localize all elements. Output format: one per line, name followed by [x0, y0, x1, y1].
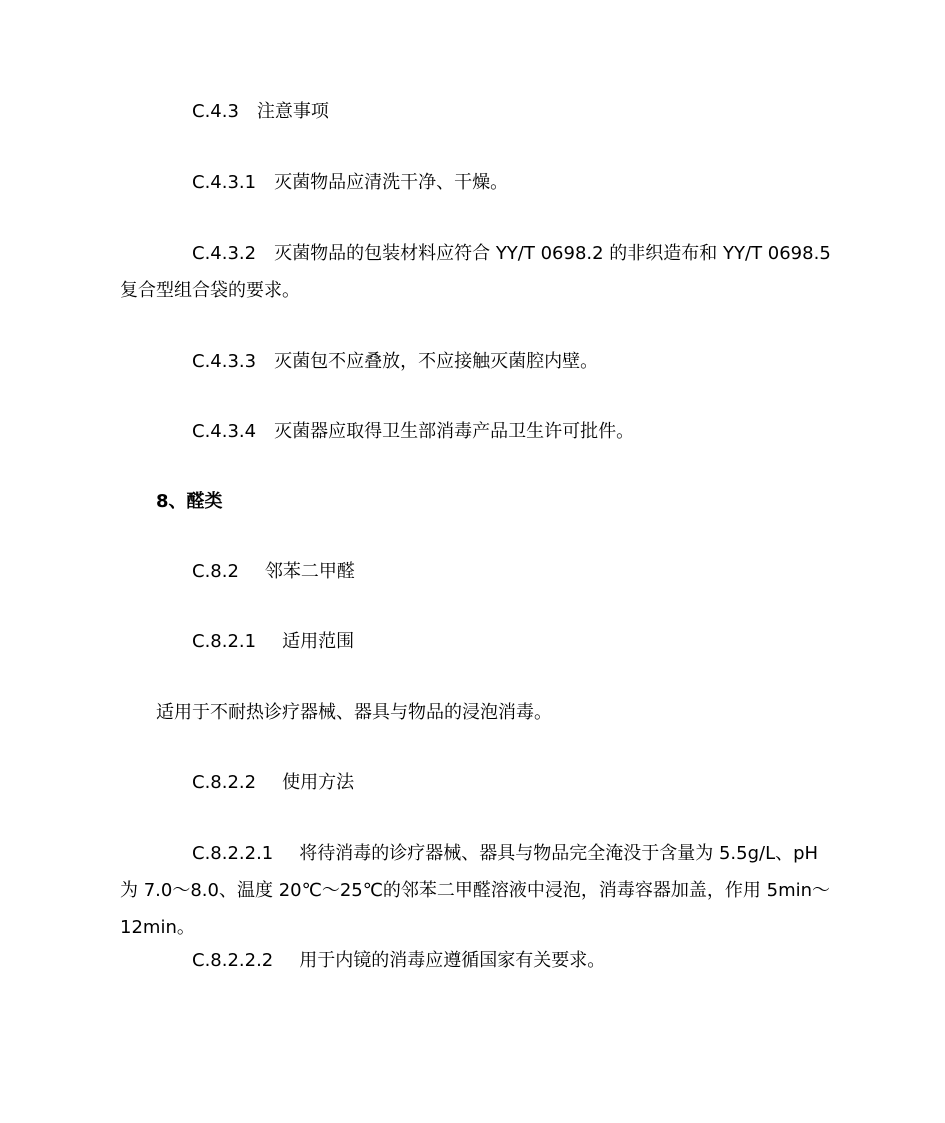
paragraph-c-8-2-1: [120, 623, 832, 660]
clause-number: C.8.2.2.1: [192, 843, 274, 864]
paragraph-text: 灭菌物品应清洗干净、干燥。: [274, 172, 509, 193]
paragraph-text: 邻苯二甲醛: [264, 561, 355, 582]
paragraph-c-8-2: [120, 553, 832, 590]
paragraph-text: 将待消毒的诊疗器械、器具与物品完全淹没于含量为 5.5g/L、pH 为 7.0～8.0、温度 20℃～25℃的邻苯二甲醛溶液中浸泡，消毒容器加盖，作用 5min～12min。: [120, 843, 831, 938]
paragraph-c-8-2-2: [120, 764, 832, 801]
clause-number: C.8.2.1: [192, 631, 257, 652]
paragraph-c-4-3-2: [120, 235, 832, 309]
clause-number: C.4.3.1: [192, 172, 257, 193]
paragraph-text: 灭菌包不应叠放，不应接触灭菌腔内壁。: [274, 351, 599, 372]
paragraph-c-4-3: [120, 93, 832, 130]
section-heading: [120, 483, 832, 520]
paragraph-c-8-2-2-1: [120, 835, 832, 946]
paragraph-c-4-3-4: [120, 413, 832, 450]
clause-number: C.4.3: [192, 101, 239, 122]
paragraph-text: 灭菌器应取得卫生部消毒产品卫生许可批件。: [274, 421, 635, 442]
clause-number: C.8.2: [192, 561, 239, 582]
clause-number: C.4.3.3: [192, 351, 257, 372]
paragraph-text: 注意事项: [256, 101, 329, 122]
paragraph-c-4-3-1: [120, 164, 832, 201]
clause-number: C.8.2.2: [192, 772, 257, 793]
paragraph-text: 灭菌物品的包装材料应符合 YY/T 0698.2 的非织造布和 YY/T 0698.5 复合型组合袋的要求。: [120, 243, 831, 301]
paragraph-text: 用于内镜的消毒应遵循国家有关要求。: [299, 950, 606, 971]
clause-number: C.8.2.2.2: [192, 950, 274, 971]
clause-number: C.4.3.2: [192, 243, 257, 264]
paragraph-text: 使用方法: [282, 772, 355, 793]
paragraph-c-8-2-2-2: [120, 942, 832, 979]
paragraph-c-4-3-3: [120, 343, 832, 380]
clause-number: C.4.3.4: [192, 421, 257, 442]
section-heading-text: 8、醛类: [156, 491, 223, 512]
paragraph-scope-text: [120, 694, 832, 731]
paragraph-text: 适用于不耐热诊疗器械、器具与物品的浸泡消毒。: [156, 702, 552, 723]
paragraph-text: 适用范围: [282, 631, 355, 652]
